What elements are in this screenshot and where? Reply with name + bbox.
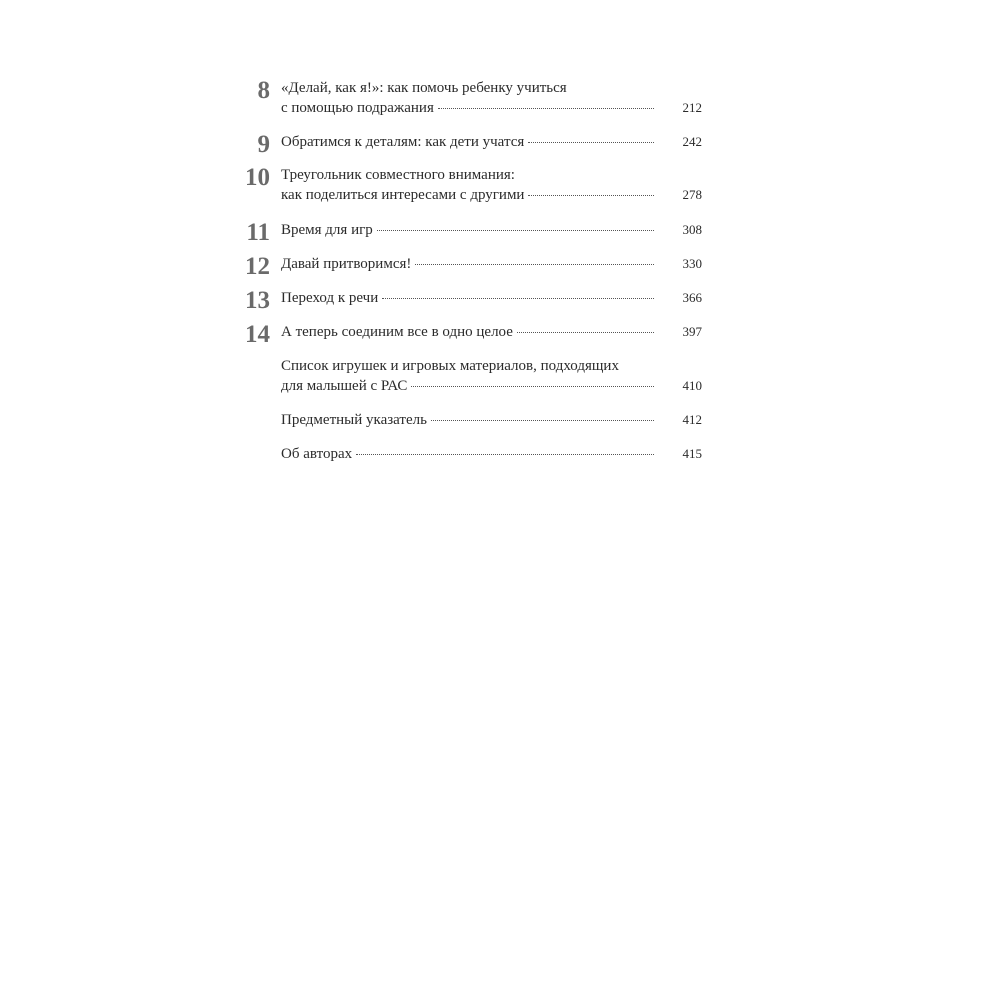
chapter-number: 9: [257, 131, 270, 158]
chapter-title-text: Переход к речи: [281, 290, 379, 306]
chapter-number: 13: [245, 287, 270, 314]
chapter-title-text: с помощью подражания: [281, 100, 434, 116]
appendix-title: [281, 356, 656, 396]
chapter-title-text: А теперь соединим все в одно целое: [281, 324, 513, 340]
chapter-number: 12: [245, 253, 270, 280]
chapter-title: [281, 165, 656, 205]
chapter-title: [281, 132, 656, 152]
dot-leader: [517, 332, 654, 333]
chapter-title-line: [281, 132, 656, 152]
appendix-title-text: Об авторах: [281, 446, 353, 462]
chapter-title-line: [281, 254, 656, 274]
chapter-title-text: Обратимся к деталям: как дети учатся: [281, 134, 525, 150]
chapter-number: 14: [245, 321, 270, 348]
dot-leader: [411, 386, 654, 387]
chapter-title: [281, 78, 656, 118]
page-number: 278: [682, 187, 702, 202]
page-number: 397: [682, 324, 702, 339]
dot-leader: [528, 142, 654, 143]
chapter-title-line: «Делай, как я!»: как помочь ребенку учиться: [281, 80, 567, 96]
page-number: 308: [682, 222, 702, 237]
chapter-number: 11: [246, 219, 270, 246]
appendix-title: [281, 444, 656, 464]
chapter-title-line: [281, 322, 656, 342]
dot-leader: [356, 454, 654, 455]
appendix-title-text: для малышей с РАС: [281, 378, 408, 394]
page-number: 410: [682, 378, 702, 393]
dot-leader: [382, 298, 654, 299]
appendix-title-line: [281, 376, 656, 396]
dot-leader: [528, 195, 654, 196]
chapter-title-text: Давай притворимся!: [281, 256, 412, 272]
appendix-title-line: [281, 444, 656, 464]
appendix-title-line: Список игрушек и игровых материалов, подходящих: [281, 358, 619, 374]
chapter-title-line: [281, 185, 656, 205]
page-number: 330: [682, 256, 702, 271]
page-number: 242: [682, 134, 702, 149]
dot-leader: [377, 230, 654, 231]
chapter-number: 8: [257, 77, 270, 104]
appendix-title: [281, 410, 656, 430]
chapter-title: [281, 288, 656, 308]
chapter-title: [281, 220, 656, 240]
chapter-title-line: [281, 288, 656, 308]
chapter-title-text: как поделиться интересами с другими: [281, 187, 525, 203]
page-number: 366: [682, 290, 702, 305]
appendix-title-line: [281, 410, 656, 430]
chapter-title: [281, 322, 656, 342]
page-number: 415: [682, 446, 702, 461]
page-number: 212: [682, 100, 702, 115]
page-number: 412: [682, 412, 702, 427]
chapter-number: 10: [245, 164, 270, 191]
chapter-title-line: Треугольник совместного внимания:: [281, 167, 515, 183]
dot-leader: [415, 264, 654, 265]
chapter-title-text: Время для игр: [281, 222, 373, 238]
appendix-title-text: Предметный указатель: [281, 412, 427, 428]
dot-leader: [438, 108, 654, 109]
dot-leader: [431, 420, 654, 421]
chapter-title: [281, 254, 656, 274]
chapter-title-line: [281, 98, 656, 118]
chapter-title-line: [281, 220, 656, 240]
